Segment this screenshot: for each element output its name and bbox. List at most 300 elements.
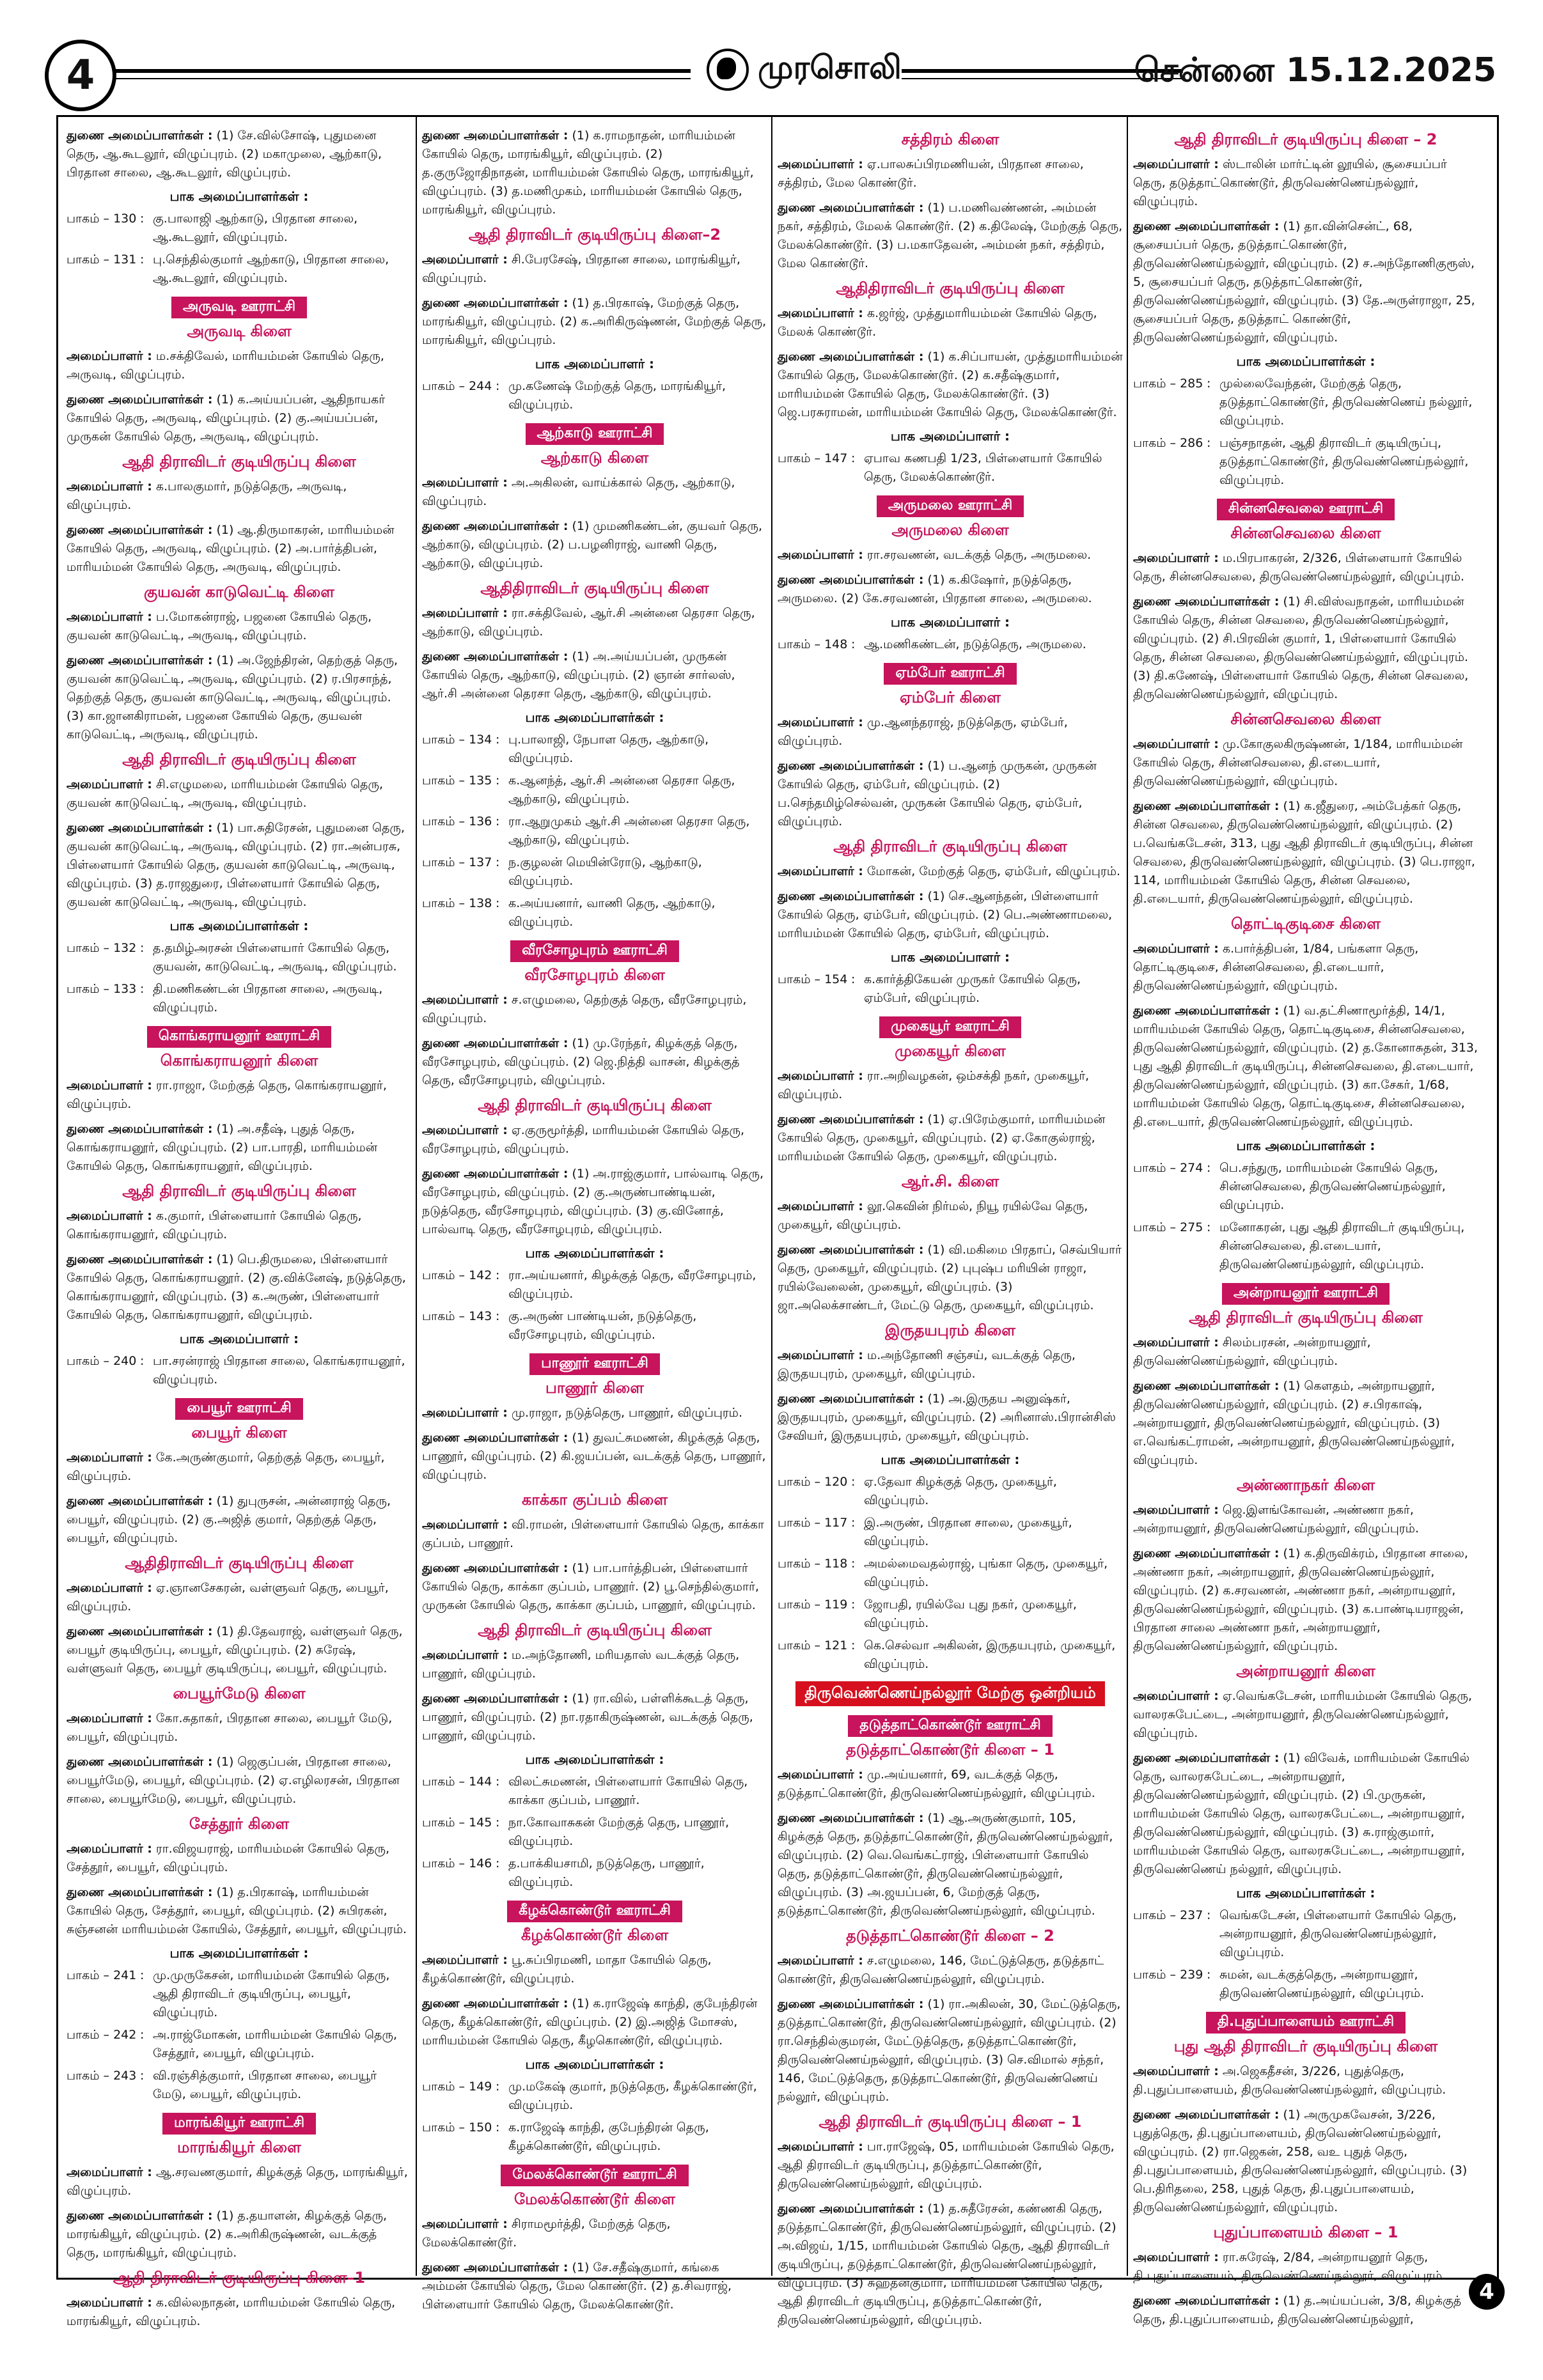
role-label: துணை அமைப்பாளர்கள் : <box>422 519 568 533</box>
separator: : <box>140 1968 145 1982</box>
listing-entry <box>422 1121 767 1158</box>
role-label: அமைப்பாளர் : <box>1133 2064 1219 2078</box>
branch-heading: ஆதி திராவிடர் குடியிருப்பு கிளை <box>478 1096 712 1114</box>
separator: : <box>851 637 856 651</box>
role-label: அமைப்பாளர் : <box>1133 1503 1219 1517</box>
booth-number: பாகம் – 118 <box>778 1557 848 1571</box>
listing-entry <box>1133 1501 1478 1538</box>
column-divider <box>771 115 772 2276</box>
role-label: துணை அமைப்பாளர்கள் : <box>778 1997 924 2011</box>
booth-row <box>778 1514 1123 1551</box>
role-label: அமைப்பாளர் : <box>67 1451 152 1465</box>
booth-organiser: ஏபாவ கணபதி 1/23, பிள்ளையார் கோயில் தெரு, மேலக்கொண்டூர். <box>864 451 1102 484</box>
branch-heading: ஆதி திராவிடர் குடியிருப்பு கிளை–1 <box>113 2269 366 2287</box>
listing-entry <box>67 1579 412 1616</box>
listing-entry <box>778 862 1123 881</box>
subheading: பாக அமைப்பாளர் : <box>535 356 654 371</box>
listing-text: (1) க.திருவிக்ரம், பிரதான சாலை, அண்ணா நகர், அன்றாயனூர், திருவெண்ணெய்நல்லூர், விழுப்புரம். (2) க.சரவணன், அண்ணா நகர், அன்றாயனூர், திருவெண்ணெய்நல்லூர், விழுப்புரம். (3) க.பாண்டியராஜன், பிரதான சாலை அண்ணா நகர், அன்றாயனூர், திருவெண்ணெய்நல்லூர், விழுப்புரம். <box>1133 1546 1468 1653</box>
booth-number: பாகம் – 144 <box>422 1775 492 1789</box>
listing-entry <box>778 304 1123 341</box>
booth-row <box>778 1637 1123 1674</box>
panchayat-label: முகையூர் ஊராட்சி <box>879 1016 1021 1038</box>
branch-heading: ஆதி திராவிடர் குடியிருப்பு கிளை <box>833 837 1067 855</box>
role-label: அமைப்பாளர் : <box>422 476 508 490</box>
newspaper-logo <box>707 49 902 91</box>
listing-text: ரா.சக்திவேல், ஆர்.சி அன்னை தெரசா தெரு, ஆற்காடு, விழுப்புரம். <box>422 606 755 639</box>
booth-row <box>422 1773 767 1810</box>
role-label: அமைப்பாளர் : <box>778 306 863 320</box>
booth-number: பாகம் – 132 <box>67 941 137 955</box>
booth-organiser: ந.குழலன் மெயின்ரோடு, ஆற்காடு, விழுப்புரம். <box>508 855 702 888</box>
listing-entry <box>422 474 767 511</box>
listing-text: வி.ராமன், பிள்ளையார் கோயில் தெரு, காக்கா குப்பம், பாணூர். <box>422 1518 764 1550</box>
listing-entry <box>1133 2248 1478 2285</box>
listing-text: மோகன், மேற்குத் தெரு, ஏம்பேர், விழுப்புரம். <box>866 864 1121 878</box>
subheading: பாக அமைப்பாளர்கள் : <box>169 189 309 204</box>
role-label: துணை அமைப்பாளர்கள் : <box>1133 2294 1280 2308</box>
booth-organiser: வெங்கடேசன், பிள்ளையார் கோயில் தெரு, அன்றாயனூர், திருவெண்ணெய்நல்லூர், விழுப்புரம். <box>1219 1908 1457 1959</box>
role-label: அமைப்பாளர் : <box>422 993 508 1007</box>
role-label: அமைப்பாளர் : <box>67 777 152 791</box>
booth-row <box>778 1596 1123 1633</box>
listing-text: கோ.சுதாகர், பிரதான சாலை, பையூர் மேடு, பையூர், விழுப்புரம். <box>67 1711 393 1744</box>
panchayat-heading <box>67 297 412 318</box>
role-label: அமைப்பாளர் : <box>422 1123 508 1137</box>
listing-text: ம.அந்தோணி சஞ்சய், வடக்குத் தெரு, இருதயபுரம், முகையூர், விழுப்புரம். <box>778 1348 1076 1381</box>
panchayat-label: தி.புதுப்பாளையம் ஊராட்சி <box>1206 2012 1406 2034</box>
listing-text: மு.ஆனந்தராஜ், நடுத்தெரு, ஏம்பேர், விழுப்புரம். <box>778 715 1068 748</box>
separator: : <box>496 2080 500 2094</box>
booth-row <box>422 1266 767 1303</box>
booth-organiser: பெ.சந்துரு, மாரியம்மன் கோயில் தெரு, சின்னசெவலை, திருவெண்ணெய்நல்லூர், விழுப்புரம். <box>1219 1161 1446 1212</box>
role-label: அமைப்பாளர் : <box>67 1711 152 1725</box>
role-label: அமைப்பாளர் : <box>422 1518 508 1532</box>
booth-row <box>422 853 767 891</box>
booth-row <box>422 813 767 850</box>
listing-entry <box>778 2200 1123 2329</box>
separator: : <box>496 1309 500 1323</box>
newspaper-name: முரசொலி <box>758 49 902 86</box>
listing-entry <box>422 1690 767 1745</box>
listing-text: (1) ரா.வில், பள்ளிக்கூடத் தெரு, பாணூர், விழுப்புரம். (2) நா.ரதாகிருஷ்ணன், வடக்குத் தெரு, பாணூர், விழுப்புரம். <box>422 1692 753 1743</box>
branch-heading: சேத்தூர் கிளை <box>189 1815 290 1833</box>
listing-text: சி.எழுமலை, மாரியம்மன் கோயில் தெரு, குயவன் காடுவெட்டி, அருவடி, விழுப்புரம். <box>67 777 384 810</box>
panchayat-heading <box>1133 2012 1478 2034</box>
listing-text: ஏ.குருமூர்த்தி, மாரியம்மன் கோயில் தெரு, வீரசோழபுரம், விழுப்புரம். <box>422 1123 745 1156</box>
booth-number: பாகம் – 121 <box>778 1638 848 1653</box>
listing-text: (1) த.அய்யப்பன், 3/8, கிழக்குத் தெரு, தி.புதுப்பாளையம், திருவெண்ணெய்நல்லூர், <box>1133 2294 1462 2326</box>
listing-text: (1) ஏ.பிரேம்குமார், மாரியம்மன் கோயில் தெரு, முகையூர், விழுப்புரம். (2) ஏ.கோகுல்ராஜ், மாரியம்மன் கோயில் தெரு, முகையூர், விழுப்புரம். <box>778 1112 1106 1163</box>
booth-number: பாகம் – 240 <box>67 1354 137 1368</box>
booth-row <box>67 210 412 247</box>
panchayat-heading <box>422 940 767 962</box>
booth-number: பாகம் – 138 <box>422 896 492 910</box>
branch-heading: ஆதி திராவிடர் குடியிருப்பு கிளை–2 <box>468 226 721 244</box>
branch-heading: கொங்கராயனூர் கிளை <box>160 1052 318 1069</box>
booth-organiser: க.கார்த்திகேயன் முருகர் கோயில் தெரு, ஏம்பேர், விழுப்புரம். <box>864 972 1081 1005</box>
listing-entry <box>778 1952 1123 1989</box>
listing-text: லூ.கெவின் நிர்மல், நியூ ரயில்வே தெரு, முகையூர், விழுப்புரம். <box>778 1199 1088 1232</box>
listing-entry <box>778 713 1123 751</box>
role-label: துணை அமைப்பாளர்கள் : <box>1133 1546 1280 1560</box>
booth-organiser: அமல்மைவதல்ராஜ், புங்கா தெரு, முகையூர், விழுப்புரம். <box>864 1557 1108 1589</box>
role-label: அமைப்பாளர் : <box>778 157 863 171</box>
sun-emblem-icon <box>707 49 749 91</box>
listing-entry <box>778 1067 1123 1104</box>
role-label: அமைப்பாளர் : <box>1133 1689 1219 1703</box>
listing-text: ம.அந்தோணி, மரியதாஸ் வடக்குத் தெரு, பாணூர், விழுப்புரம். <box>422 1648 740 1681</box>
booth-number: பாகம் – 130 <box>67 212 137 226</box>
listing-text: (1) ஆ.திருமாகரன், மாரியம்மன் கோயில் தெரு, அருவடி, விழுப்புரம். (2) அ.பார்த்திபன், மாரியம்மன் கோயில் தெரு, அருவடி, விழுப்புரம். <box>67 523 395 574</box>
listing-text: (1) ஆ.அருண்குமார், 105, கிழக்குத் தெரு, தடுத்தாட்கொண்டூர், திருவெண்ணெய்நல்லூர், விழுப்புரம். (2) வெ.வெங்கட்ராஜ், பிள்ளையார் கோயில் தெரு, தடுத்தாட்கொண்டூர், திருவெண்ணெய்நல்லூர், விழுப்புரம். (3) அ.ஜயப்பன், 6, மேற்குத் தெரு, தடுத்தாட்கொண்டூர், திருவெண்ணெய்நல்லூர், விழுப்புரம். <box>778 1811 1113 1918</box>
booth-organiser: ஆ.மணிகண்டன், நடுத்தெரு, அருமலை. <box>864 637 1086 651</box>
booth-row <box>1133 1218 1478 1274</box>
booth-number: பாகம் – 131 <box>67 253 137 267</box>
role-label: துணை அமைப்பாளர்கள் : <box>422 649 568 664</box>
branch-heading: இருதயபுரம் கிளை <box>885 1321 1015 1339</box>
listing-entry <box>1133 797 1478 908</box>
listing-text: (1) துபுருசன், அன்னராஜ் தெரு, பையூர், விழுப்புரம். (2) கு.அஜித் குமார், தெற்குத் தெரு, பையூர், விழுப்புரம். <box>67 1494 391 1545</box>
listing-text: (1) பெ.திருமலை, பிள்ளையார் கோயில் தெரு, கொங்கராயனூர். (2) கு.விக்னேஷ், நடுத்தெரு, கொங்கராயனூர், விழுப்புரம். (3) க.அருண், பிள்ளையார் கோயில் தெரு, கொங்கராயனூர், விழுப்புரம். <box>67 1252 406 1322</box>
listing-entry <box>422 1404 767 1422</box>
role-label: அமைப்பாளர் : <box>422 1648 508 1662</box>
role-label: துணை அமைப்பாளர்கள் : <box>422 296 568 310</box>
booth-organiser: த.பாக்கியசாமி, நடுத்தெரு, பாணூர், விழுப்புரம். <box>508 1856 705 1889</box>
panchayat-heading <box>1133 499 1478 520</box>
separator: : <box>1207 1220 1211 1234</box>
listing-entry <box>67 347 412 384</box>
booth-number: பாகம் – 244 <box>422 379 492 393</box>
booth-organiser: க.அய்யனார், வாணி தெரு, ஆற்காடு, விழுப்புரம். <box>508 896 716 929</box>
listing-entry <box>67 1883 412 1939</box>
role-label: அமைப்பாளர் : <box>1133 1335 1219 1349</box>
listing-text: ரா.சுரேஷ், 2/84, அன்றாயனூர் தெரு, தி.புதுப்பாளையம், திருவெண்ணெய்நல்லூர், விழுப்புரம். <box>1133 2250 1446 2283</box>
listing-entry <box>67 1492 412 1548</box>
booth-number: பாகம் – 275 <box>1133 1220 1203 1234</box>
masthead-rule-left <box>115 69 691 73</box>
listing-entry <box>778 348 1123 422</box>
booth-row <box>422 1855 767 1892</box>
listing-entry <box>67 2163 412 2200</box>
listing-text: (1) மு.ரேந்தர், கிழக்குத் தெரு, வீரசோழபுரம், விழுப்புரம். (2) ஜெ.நித்தி வாசன், கிழக்குத் தெரு, வீரசோழபுரம், விழுப்புரம். <box>422 1036 740 1087</box>
listing-text: பா.ராஜேஷ், 05, மாரியம்மன் கோயில் தெரு, ஆதி திராவிடர் குடியிருப்பு, தடுத்தாட்கொண்டூர், திருவெண்ணெய்நல்லூர், விழுப்புரம். <box>778 2140 1115 2191</box>
booth-number: பாகம் – 154 <box>778 972 848 986</box>
listing-text: கே.அருண்குமார், தெற்குத் தெரு, பையூர், விழுப்புரம். <box>67 1451 385 1483</box>
listing-text: (1) அ.அய்யப்பன், முருகன் கோயில் தெரு, ஆற்காடு, விழுப்புரம். (2) ஞான் சார்லஸ், ஆர்.சி அன்னை தெரசா தெரு, ஆற்காடு, விழுப்புரம். <box>422 649 735 701</box>
listing-entry <box>422 1516 767 1553</box>
separator: : <box>851 1598 856 1612</box>
listing-entry <box>1133 735 1478 791</box>
listing-entry <box>1133 217 1478 347</box>
listing-text: சி.பேரசேஷ், பிரதான சாலை, மாரங்கியூர், விழுப்புரம். <box>422 253 740 285</box>
role-label: அமைப்பாளர் : <box>1133 157 1219 171</box>
role-label: அமைப்பாளர் : <box>67 1581 152 1595</box>
booth-number: பாகம் – 239 <box>1133 1968 1203 1982</box>
panchayat-heading <box>778 1016 1123 1038</box>
booth-organiser: கு.அருண் பாண்டியன், நடுத்தெரு, வீரசோழபுரம், விழுப்புரம். <box>508 1309 697 1342</box>
separator: : <box>140 982 145 996</box>
separator: : <box>851 1516 856 1530</box>
listing-text: (1) அ.இருதய அனுஷ்கர், இருதயபுரம், முகையூர், விழுப்புரம். (2) அரினாஸ்.பிரான்சிஸ் சேவியர், இருதயபுரம், முகையூர், விழுப்புரம். <box>778 1392 1116 1443</box>
role-label: துணை அமைப்பாளர்கள் : <box>778 2202 924 2216</box>
listing-text: ரா.அறிவழகன், ஒம்சக்தி நகர், முகையூர், விழுப்புரம். <box>778 1069 1090 1101</box>
panchayat-label: அருமலை ஊராட்சி <box>877 495 1024 517</box>
role-label: துணை அமைப்பாளர்கள் : <box>778 1811 924 1825</box>
subheading: பாக அமைப்பாளர்கள் : <box>1236 354 1375 369</box>
listing-entry <box>67 1077 412 1114</box>
separator: : <box>496 855 500 869</box>
role-label: துணை அமைப்பாளர்கள் : <box>1133 799 1280 813</box>
panchayat-label: கொங்கராயனூர் ஊராட்சி <box>147 1026 332 1048</box>
listing-entry <box>422 1165 767 1239</box>
booth-number: பாகம் – 286 <box>1133 436 1203 450</box>
panchayat-label: வீரசோழபுரம் ஊராட்சி <box>510 940 679 962</box>
role-label: துணை அமைப்பாளர்கள் : <box>778 759 924 773</box>
role-label: துணை அமைப்பாளர்கள் : <box>778 350 924 364</box>
role-label: துணை அமைப்பாளர்கள் : <box>67 393 213 407</box>
role-label: அமைப்பாளர் : <box>1133 2250 1219 2264</box>
separator: : <box>1207 1908 1211 1922</box>
role-label: துணை அமைப்பாளர்கள் : <box>778 201 924 215</box>
listing-text: (1) ஜெகுப்பன், பிரதான சாலை, பையூர்மேடு, பையூர், விழுப்புரம். (2) ஏ.எழிலரசன், பிரதான சாலை, பையூர்மேடு, பையூர், விழுப்புரம். <box>67 1755 400 1806</box>
booth-number: பாகம் – 117 <box>778 1516 848 1530</box>
role-label: அமைப்பாளர் : <box>67 1209 152 1223</box>
booth-organiser: மு.முருகேசன், மாரியம்மன் கோயில் தெரு, ஆதி திராவிடர் குடியிருப்பு, பையூர், விழுப்புரம். <box>153 1968 390 2019</box>
union-heading <box>778 1681 1123 1706</box>
role-label: அமைப்பாளர் : <box>67 479 152 494</box>
listing-entry <box>1133 155 1478 211</box>
listing-entry <box>67 391 412 446</box>
booth-organiser: மு.கணேஷ் மேற்குத் தெரு, மாரங்கியூர், விழுப்புரம். <box>508 379 726 412</box>
panchayat-heading <box>67 2113 412 2135</box>
booth-organiser: கெ.செல்வா அகிலன், இருதயபுரம், முகையூர், விழுப்புரம். <box>864 1638 1116 1671</box>
booth-organiser: த.தமிழ்அரசன் பிள்ளையார் கோயில் தெரு, குயவன், காடுவெட்டி, அருவடி, விழுப்புரம். <box>153 941 397 974</box>
role-label: துணை அமைப்பாளர்கள் : <box>422 1996 568 2011</box>
booth-organiser: வி.ரஞ்சித்குமார், பிரதான சாலை, பையூர் மேடு, பையூர், விழுப்புரம். <box>153 2069 377 2101</box>
branch-heading: பையூர்மேடு கிளை <box>173 1684 306 1702</box>
role-label: அமைப்பாளர் : <box>778 1348 863 1362</box>
booth-number: பாகம் – 149 <box>422 2080 492 2094</box>
role-label: துணை அமைப்பாளர்கள் : <box>778 1392 924 1406</box>
separator: : <box>496 814 500 828</box>
listing-entry <box>778 155 1123 192</box>
booth-number: பாகம் – 142 <box>422 1268 492 1282</box>
listing-text: ஆ.சரவணகுமார், கிழக்குத் தெரு, மாரங்கியூர், விழுப்புரம். <box>67 2165 408 2198</box>
role-label: அமைப்பாளர் : <box>422 253 508 267</box>
listing-entry <box>67 478 412 515</box>
listing-text: ரா.சரவணன், வடக்குத் தெரு, அருமலை. <box>866 548 1092 562</box>
listing-text: (1) அ.ஜேந்திரன், தெற்குத் தெரு, குயவன் காடுவெட்டி, அருவடி, விழுப்புரம். (2) ர.பிரசாந்த், தெற்குத் தெரு, குயவன் காடுவெட்டி, அருவடி, விழுப்புரம். (3) கா.ஜானகிராமன், பஜனை கோயில் தெரு, குயவன் காடுவெட்டி, அருவடி, விழுப்புரம். <box>67 653 398 742</box>
booth-number: பாகம் – 147 <box>778 451 848 465</box>
listing-entry <box>422 1034 767 1090</box>
role-label: துணை அமைப்பாளர்கள் : <box>778 573 924 587</box>
branch-heading: குயவன் காடுவெட்டி கிளை <box>144 583 334 601</box>
listing-entry <box>778 887 1123 943</box>
subheading: பாக அமைப்பாளர்கள் : <box>169 1945 309 1961</box>
listing-entry <box>778 2138 1123 2193</box>
booth-row <box>778 449 1123 486</box>
role-label: துணை அமைப்பாளர்கள் : <box>1133 1379 1280 1393</box>
booth-organiser: சுமன், வடக்குத்தெரு, அன்றாயனூர், திருவெண்ணெய்நல்லூர், விழுப்புரம். <box>1219 1968 1425 2000</box>
booth-organiser: பஞ்சநாதன், ஆதி திராவிடர் குடியிருப்பு, தடுத்தாட்கொண்டூர், திருவெண்ணெய்நல்லூர், விழுப்புரம். <box>1219 436 1469 487</box>
booth-number: பாகம் – 148 <box>778 637 848 651</box>
listing-entry <box>778 1346 1123 1383</box>
listing-entry <box>778 199 1123 273</box>
panchayat-label: கீழக்கொண்டூர் ஊராட்சி <box>507 1901 682 1922</box>
role-label: துணை அமைப்பாளர்கள் : <box>67 128 213 143</box>
booth-number: பாகம் – 136 <box>422 814 492 828</box>
role-label: துணை அமைப்பாளர்கள் : <box>1133 219 1280 233</box>
branch-heading: சின்னசெவலை கிளை <box>1230 710 1381 728</box>
branch-heading: ஆதி திராவிடர் குடியிருப்பு கிளை <box>1189 1309 1423 1326</box>
listing-entry <box>67 1709 412 1746</box>
panchayat-heading <box>778 1715 1123 1737</box>
listing-entry <box>778 546 1123 564</box>
panchayat-label: பையூர் ஊராட்சி <box>175 1398 302 1420</box>
listing-text: க.பார்த்திபன், 1/84, பங்களா தெரு, தொட்டிகுடிசை, சின்னசெவலை, தி.எடையார், திருவெண்ணெய்நல்லூர், விழுப்புரம். <box>1133 942 1419 993</box>
listing-entry <box>67 1840 412 1877</box>
role-label: அமைப்பாளர் : <box>778 2140 863 2154</box>
branch-heading: ஆர்.சி. கிளை <box>901 1172 999 1190</box>
listing-entry <box>1133 1749 1478 1879</box>
listing-text: (1) துவட்சுமணன், கிழக்குத் தெரு, பாணூர், விழுப்புரம். (2) கி.ஜயப்பன், வடக்குத் தெரு, பாணூர், விழுப்புரம். <box>422 1431 766 1482</box>
listing-entry <box>67 651 412 744</box>
listing-text: (1) க.ஜீதுரை, அம்பேத்கர் தெரு, சின்ன செவலை, திருவெண்ணெய்நல்லூர், விழுப்புரம். (2) ப.வெங்கடேசன், 313, புது ஆதி திராவிடர் குடியிருப்பு, சின்ன செவலை, திருவெண்ணெய்நல்லூர், விழுப்புரம். (3) பெ.ராஜா, 114, மாரியம்மன் கோயில் தெரு, சின்ன செவலை, தி.எடையார், திருவெண்ணெய்நல்லூர், விழுப்புரம். <box>1133 799 1475 906</box>
panchayat-heading <box>422 1901 767 1922</box>
separator: : <box>140 2069 145 2083</box>
booth-organiser: ரா.ஆறுமுகம் ஆர்.சி அன்னை தெரசா தெரு, ஆற்காடு, விழுப்புரம். <box>508 814 750 847</box>
booth-row <box>67 2026 412 2063</box>
panchayat-heading <box>422 2165 767 2186</box>
booth-organiser: மு.மகேஷ் குமார், நடுத்தெரு, கீழக்கொண்டூர், விழுப்புரம். <box>508 2080 757 2112</box>
role-label: துணை அமைப்பாளர்கள் : <box>778 889 924 903</box>
booth-row <box>422 894 767 931</box>
separator: : <box>496 733 500 747</box>
role-label: அமைப்பாளர் : <box>778 1069 863 1083</box>
separator: : <box>851 1475 856 1489</box>
panchayat-heading <box>422 1353 767 1375</box>
role-label: அமைப்பாளர் : <box>1133 737 1219 751</box>
booth-number: பாகம் – 242 <box>67 2028 137 2042</box>
listing-text: ஏ.பாலசுப்பிரமணியன், பிரதான சாலை, சத்திரம், மேல கொண்டூர். <box>778 157 1084 190</box>
booth-row <box>422 1307 767 1344</box>
booth-row <box>422 1814 767 1851</box>
role-label: துணை அமைப்பாளர்கள் : <box>67 653 213 667</box>
branch-heading: தடுத்தாட்கொண்டூர் கிளை – 1 <box>846 1741 1054 1759</box>
branch-heading: வீரசோழபுரம் கிளை <box>524 966 665 984</box>
booth-number: பாகம் – 133 <box>67 982 137 996</box>
listing-entry <box>1133 549 1478 586</box>
booth-organiser: விலட்சுமணன், பிள்ளையார் கோயில் தெரு, காக்கா குப்பம், பாணூர். <box>508 1775 748 1807</box>
booth-row <box>67 980 412 1017</box>
listing-entry <box>1133 1544 1478 1656</box>
branch-heading: ஆதிதிராவிடர் குடியிருப்பு கிளை <box>125 1554 354 1572</box>
subheading: பாக அமைப்பாளர் : <box>890 949 1010 965</box>
booth-number: பாகம் – 120 <box>778 1475 848 1489</box>
booth-row <box>422 731 767 768</box>
listing-text: (1) கௌதம், அன்றாயனூர், திருவெண்ணெய்நல்லூர், விழுப்புரம். (2) ச.பிரகாஷ், அன்றாயனூர், திருவெண்ணெய்நல்லூர், விழுப்புரம். (3) எ.வெங்கட்ராமன், அன்றாயனூர், திருவெண்ணெய்நல்லூர், விழுப்புரம். <box>1133 1379 1455 1467</box>
listing-text: மு.அய்யனார், 69, வடக்குத் தெரு, தடுத்தாட்கொண்டூர், திருவெண்ணெய்நல்லூர், விழுப்புரம். <box>778 1768 1095 1800</box>
branch-heading: மாரங்கியூர் கிளை <box>177 2138 301 2156</box>
listing-entry <box>67 1753 412 1808</box>
listing-entry <box>422 1429 767 1484</box>
booth-number: பாகம் – 274 <box>1133 1161 1203 1175</box>
separator: : <box>1207 377 1211 391</box>
booth-organiser: தி.மணிகண்டன் பிரதான சாலை, அருவடி, விழுப்புரம். <box>153 982 383 1015</box>
listing-text: (1) த.சுதீரேசன், கண்ணகி தெரு, தடுத்தாட்கொண்டூர், திருவெண்ணெய்நல்லூர், விழுப்புரம். (2) அ.விஜய், 1/15, மாரியம்மன் கோயில் தெரு, ஆதி திராவிடர் குடியிருப்பு, தடுத்தாட்கொண்டூர், திருவெண்ணெய்நல்லூர், விழுப்புரம். (3) சுஹதன்குமார், மாரியம்மன் கோயில் தெரு, ஆதி திராவிடர் குடியிருப்பு, தடுத்தாட்கொண்டூர், திருவெண்ணெய்நல்லூர், விழுப்புரம். <box>778 2202 1116 2327</box>
booth-organiser: க.ராஜேஷ் காந்தி, குபேந்திரன் தெரு, கீழக்கொண்டூர், விழுப்புரம். <box>508 2120 709 2153</box>
branch-heading: ஆதி திராவிடர் குடியிருப்பு கிளை <box>122 453 356 471</box>
role-label: அமைப்பாளர் : <box>67 1842 152 1856</box>
booth-row <box>422 377 767 414</box>
booth-row <box>1133 375 1478 430</box>
role-label: அமைப்பாளர் : <box>67 2296 152 2310</box>
booth-organiser: முல்லைவேந்தன், மேற்குத் தெரு, தடுத்தாட்கொண்டூர், திருவெண்ணெய் நல்லூர், விழுப்புரம். <box>1219 377 1473 428</box>
booth-number: பாகம் – 146 <box>422 1856 492 1871</box>
listing-entry <box>67 127 412 182</box>
role-label: அமைப்பாளர் : <box>422 2217 508 2231</box>
listing-entry <box>67 1622 412 1678</box>
listing-text: (1) த.பிரகாஷ், மேற்குத் தெரு, மாரங்கியூர், விழுப்புரம். (2) க.அரிகிருஷ்ணன், மேற்குத் தெரு, மாரங்கியூர், விழுப்புரம். <box>422 296 767 347</box>
separator: : <box>496 379 500 393</box>
role-label: துணை அமைப்பாளர்கள் : <box>1133 2108 1280 2122</box>
listing-text: ரா.ராஜா, மேற்குத் தெரு, கொங்கராயனூர், விழுப்புரம். <box>67 1078 387 1111</box>
listing-text: (1) ரா.அகிலன், 30, மேட்டுத்தெரு, தடுத்தாட்கொண்டூர், திருவெண்ணெய்நல்லூர், விழுப்புரம். (2) ரா.செந்தில்குமரன், மேட்டுத்தெரு, தடுத்தாட்கொண்டூர், திருவெண்ணெய்நல்லூர், விழுப்புரம். (3) செ.விமால் சந்தர், 146, மேட்டுத்தெரு, தடுத்தாட்கொண்டூர், திருவெண்ணெய் நல்லூர், விழுப்புரம். <box>778 1997 1121 2104</box>
booth-organiser: அ.ராஜ்மோகன், மாரியம்மன் கோயில் தெரு, சேத்தூர், பையூர், விழுப்புரம். <box>153 2028 398 2060</box>
booth-row <box>67 939 412 976</box>
listing-entry <box>1133 940 1478 995</box>
branch-heading: தொட்டிகுடிசை கிளை <box>1231 915 1381 933</box>
role-label: துணை அமைப்பாளர்கள் : <box>422 1167 568 1181</box>
separator: : <box>851 972 856 986</box>
column-divider <box>416 115 417 2276</box>
listing-entry <box>422 2259 767 2314</box>
listing-entry <box>422 127 767 219</box>
listing-entry <box>1133 2106 1478 2217</box>
branch-heading: முகையூர் கிளை <box>895 1042 1006 1060</box>
role-label: அமைப்பாளர் : <box>778 548 863 562</box>
booth-row <box>1133 1159 1478 1215</box>
separator: : <box>140 212 145 226</box>
booth-organiser: மனோகரன், புது ஆதி திராவிடர் குடியிருப்பு, சின்னசெவலை, தி.எடையார், திருவெண்ணெய்நல்லூர், விழுப்புரம். <box>1219 1220 1465 1272</box>
branch-heading: ஆதிதிராவிடர் குடியிருப்பு கிளை <box>480 579 709 597</box>
role-label: துணை அமைப்பாளர்கள் : <box>1133 595 1280 609</box>
listing-text: (1) ப.ஆனந் முருகன், முருகன் கோயில் தெரு, ஏம்பேர், விழுப்புரம். (2) ப.செந்தமிழ்செல்வன், முருகன் கோயில் தெரு, ஏம்பேர், விழுப்புரம். <box>778 759 1097 828</box>
panchayat-label: ஆற்காடு ஊராட்சி <box>526 423 664 445</box>
listing-text: ஜெ.இளங்கோவன், அண்ணா நகர், அன்றாயனூர், திருவெண்ணெய்நல்லூர், விழுப்புரம். <box>1133 1503 1420 1536</box>
separator: : <box>496 1856 500 1871</box>
booth-organiser: பு.பாலாஜி, நேபாள தெரு, ஆற்காடு, விழுப்புரம். <box>508 733 709 765</box>
listing-entry <box>778 1390 1123 1445</box>
page-number-badge: 4 <box>45 40 116 111</box>
listing-text: பூ.சுப்பிரமணி, மாதா கோயில் தெரு, கீழக்கொண்டூர், விழுப்புரம். <box>422 1953 712 1986</box>
separator: : <box>851 1638 856 1653</box>
booth-row <box>778 1473 1123 1510</box>
listing-text: (1) தி.தேவராஜ், வள்ளுவர் தெரு, பையூர் குடியிருப்பு, பையூர், விழுப்புரம். (2) சுரேஷ், வள்ளுவர் தெரு, பையூர் குடியிருப்பு, பையூர், விழுப்புரம். <box>67 1624 403 1676</box>
listing-entry <box>422 1559 767 1615</box>
role-label: துணை அமைப்பாளர்கள் : <box>67 1885 213 1899</box>
separator: : <box>140 253 145 267</box>
subheading: பாக அமைப்பாளர்கள் : <box>525 2057 664 2072</box>
listing-text: ச.எழுமலை, தெற்குத் தெரு, வீரசோழபுரம், விழுப்புரம். <box>422 993 747 1025</box>
separator: : <box>140 2028 145 2042</box>
booth-number: பாகம் – 137 <box>422 855 492 869</box>
booth-organiser: ஏ.தேவா கிழக்குத் தெரு, முகையூர், விழுப்புரம். <box>864 1475 1057 1507</box>
separator: : <box>1207 1161 1211 1175</box>
listing-entry <box>1133 2062 1478 2099</box>
branch-heading: அருவடி கிளை <box>187 322 292 340</box>
booth-number: பாகம் – 119 <box>778 1598 848 1612</box>
